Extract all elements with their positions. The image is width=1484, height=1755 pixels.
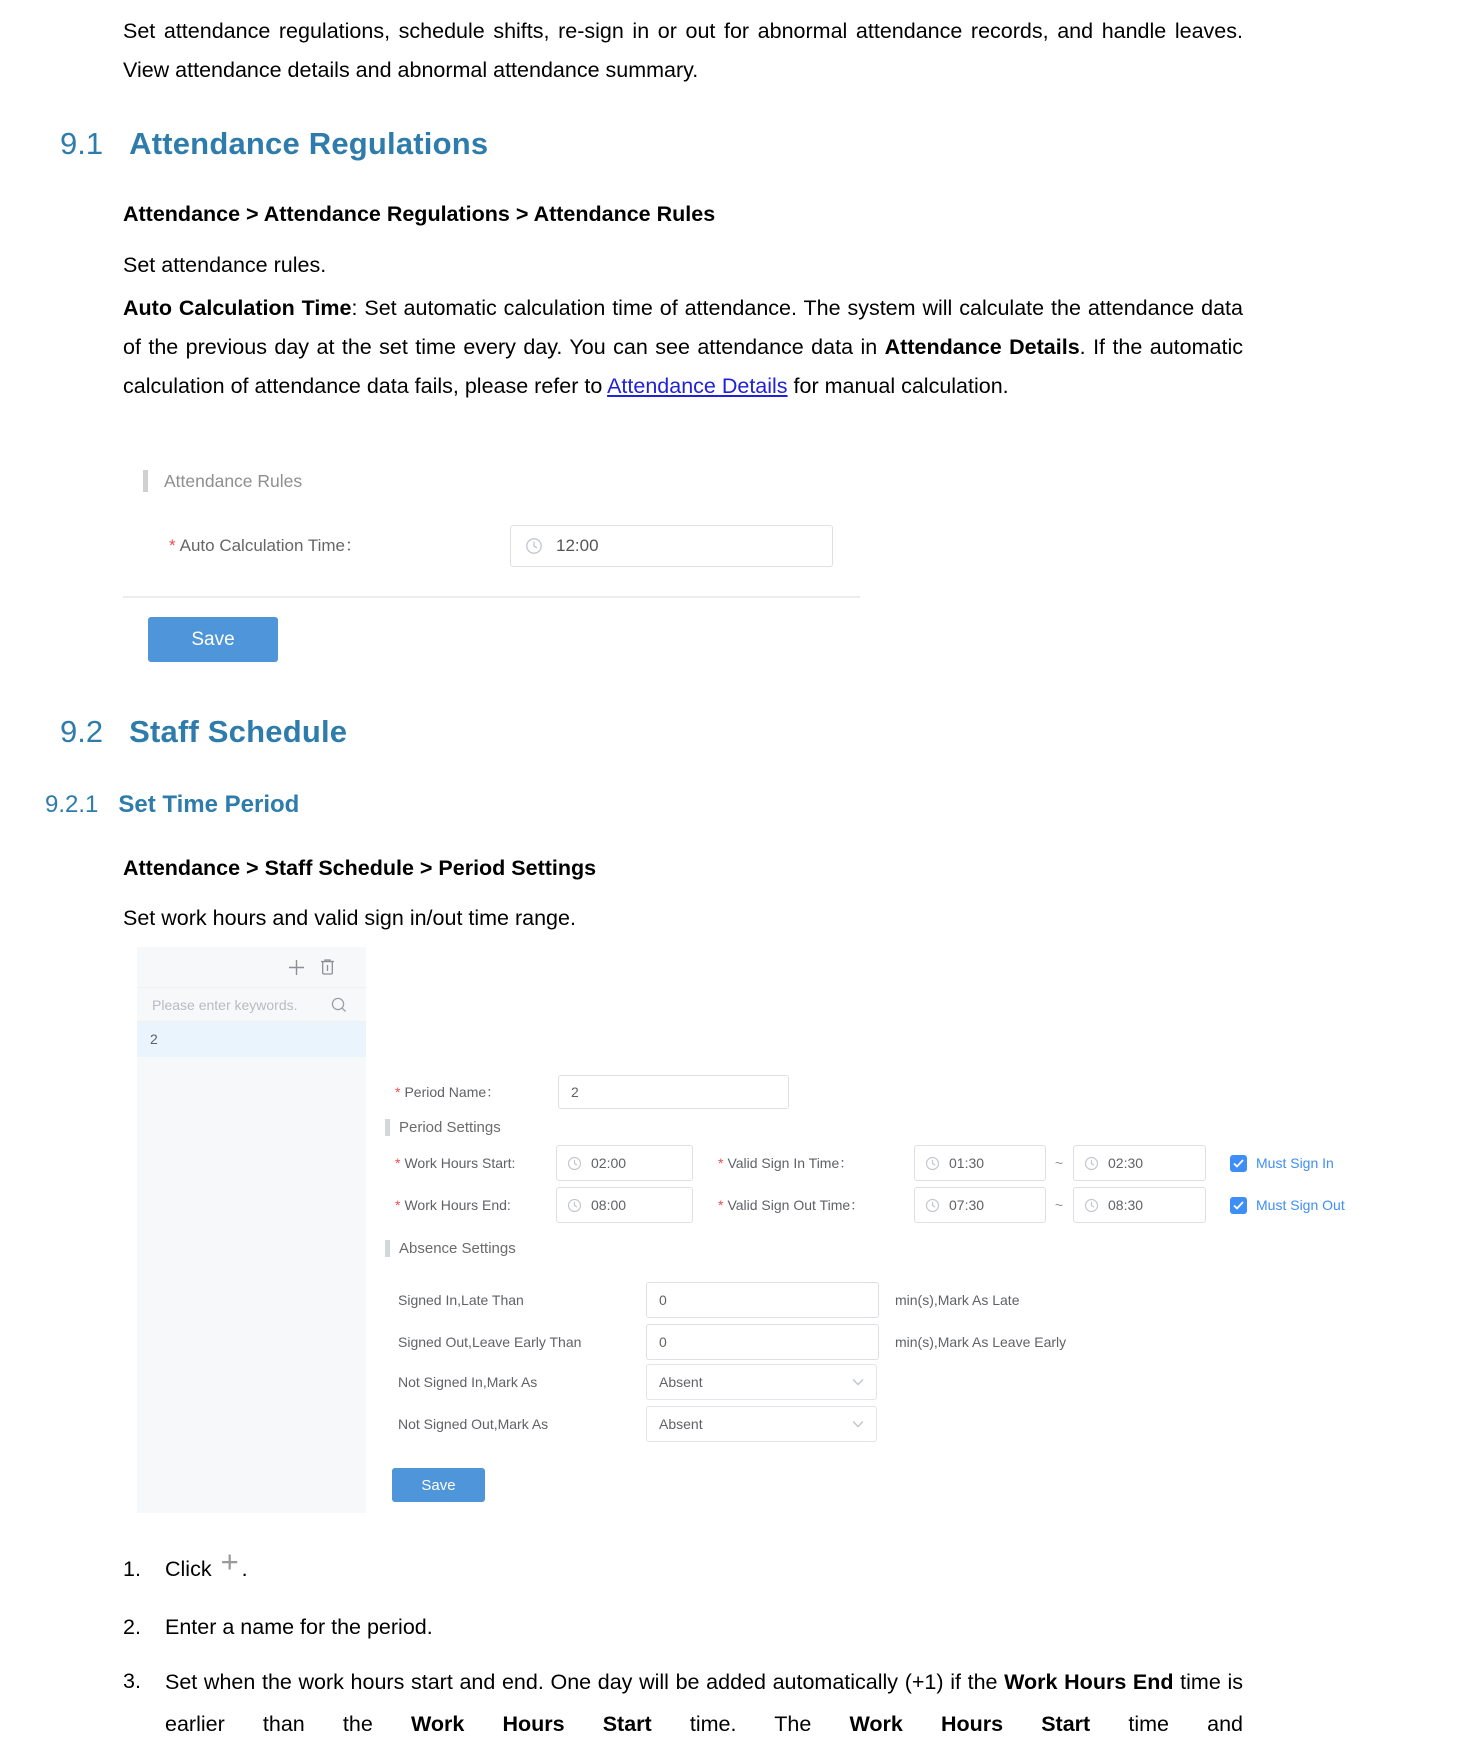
- step-item: [123, 1607, 1243, 1647]
- section-9-1-heading: [60, 126, 488, 162]
- not-signed-out-select[interactable]: Absent: [646, 1406, 877, 1442]
- lead-text: Set work hours and valid sign in/out time range.: [123, 906, 576, 930]
- section-title: Set Time Period: [118, 791, 300, 818]
- text-segment: Click: [165, 1557, 218, 1581]
- must-sign-out-label: Must Sign Out: [1256, 1197, 1345, 1213]
- text-segment: Enter a name for the period.: [165, 1615, 433, 1639]
- text-segment: time. The: [651, 1712, 850, 1736]
- leave-early-label: Signed Out,Leave Early Than: [398, 1334, 582, 1350]
- work-hours-end-label: * Work Hours End:: [395, 1197, 511, 1213]
- text-segment: Work Hours End: [1004, 1670, 1174, 1694]
- clock-icon: [567, 1156, 582, 1171]
- step-number: 1.: [123, 1557, 141, 1581]
- not-signed-out-label: Not Signed Out,Mark As: [398, 1416, 549, 1432]
- section-bar: [143, 470, 148, 492]
- add-period-icon[interactable]: [287, 958, 306, 977]
- valid-sign-out-from-input[interactable]: 07:30: [914, 1187, 1046, 1223]
- section-number: 9.2.1: [45, 791, 99, 818]
- section-bar: [385, 1240, 390, 1257]
- period-list-sidebar: [137, 947, 366, 1513]
- section-9-2-heading: [60, 714, 347, 750]
- sidebar-toolbar: [137, 947, 366, 988]
- step-number: 2.: [123, 1615, 141, 1639]
- work-hours-start-input[interactable]: 02:00: [556, 1145, 693, 1181]
- clock-icon: [1084, 1156, 1099, 1171]
- late-than-input[interactable]: 0: [646, 1282, 879, 1318]
- range-tilde: ~: [1054, 1197, 1064, 1213]
- clock-icon: [925, 1156, 940, 1171]
- not-signed-in-label: Not Signed In,Mark As: [398, 1374, 538, 1390]
- text-segment: .: [241, 1557, 248, 1581]
- leave-early-suffix: min(s),Mark As Leave Early: [895, 1334, 1067, 1350]
- search-icon[interactable]: [330, 996, 348, 1014]
- text-segment: Work Hours Start: [410, 1712, 652, 1736]
- range-tilde: ~: [1054, 1155, 1064, 1171]
- absence-settings-header: Absence Settings: [385, 1239, 516, 1257]
- clock-icon: [1084, 1198, 1099, 1213]
- period-list-item-selected[interactable]: 2: [137, 1022, 366, 1057]
- section-title: Attendance Regulations: [129, 126, 489, 161]
- must-sign-in-label: Must Sign In: [1256, 1155, 1334, 1171]
- work-hours-start-label: * Work Hours Start:: [395, 1155, 516, 1171]
- must-sign-in-checkbox[interactable]: [1230, 1155, 1247, 1172]
- auto-calc-time-label: * Auto Calculation Time：: [169, 536, 362, 555]
- divider: [123, 596, 860, 598]
- text-segment: Work Hours Start: [849, 1712, 1091, 1736]
- plus-icon: +: [220, 1544, 239, 1579]
- attendance-details-link[interactable]: Attendance Details: [607, 374, 788, 398]
- valid-sign-out-to-input[interactable]: 08:30: [1073, 1187, 1206, 1223]
- auto-calculation-paragraph: [123, 289, 1243, 406]
- must-sign-out-checkbox[interactable]: [1230, 1197, 1247, 1214]
- step-item: [123, 1661, 1243, 1745]
- auto-calc-time-input[interactable]: [510, 525, 833, 567]
- text-segment: : Set automatic calculation time of attendance. The system will calculate the attendance data of the previous day at the set time every day. You can see attendance data in: [123, 296, 1243, 359]
- text-segment: time is earlier than the: [165, 1670, 1243, 1736]
- check-icon: [1233, 1201, 1244, 1210]
- chevron-down-icon: [852, 1420, 864, 1428]
- intro-paragraph: Set attendance regulations, schedule shifts, re-sign in or out for abnormal attendance records, and handle leaves. View attendance details and abnormal attendance summary.: [123, 19, 1243, 82]
- check-icon: [1233, 1159, 1244, 1168]
- not-signed-in-select[interactable]: Absent: [646, 1364, 877, 1400]
- section-bar: [385, 1119, 390, 1136]
- step-text: [165, 1661, 1243, 1745]
- clock-icon: [925, 1198, 940, 1213]
- form-section-title: Attendance Rules: [164, 470, 303, 491]
- save-button[interactable]: Save: [148, 617, 278, 662]
- text-segment: for manual calculation.: [787, 374, 1009, 398]
- screenshot-period-settings: [137, 947, 1365, 1515]
- lead-text: Set attendance rules.: [123, 253, 327, 277]
- clock-icon: [567, 1198, 582, 1213]
- text-segment: . If the automatic calculation of attendance data fails, please refer to: [123, 335, 1243, 398]
- section-number: 9.1: [60, 126, 104, 161]
- section-number: 9.2: [60, 714, 104, 749]
- required-asterisk: *: [169, 536, 176, 555]
- save-button[interactable]: Save: [392, 1468, 485, 1502]
- step-item: [123, 1544, 1243, 1589]
- valid-sign-in-from-input[interactable]: 01:30: [914, 1145, 1046, 1181]
- step-number: 3.: [123, 1669, 141, 1693]
- text-segment: Set when the work hours start and end. One day will be added automatically (+1) if the: [165, 1670, 1005, 1694]
- time-value: 12:00: [556, 536, 599, 555]
- section-title: Staff Schedule: [129, 714, 348, 749]
- step-text: [165, 1544, 1243, 1589]
- text-segment: time and: [1090, 1712, 1244, 1736]
- breadcrumb: Attendance > Attendance Regulations > Attendance Rules: [123, 202, 716, 226]
- valid-sign-in-label: * Valid Sign In Time：: [718, 1155, 854, 1171]
- valid-sign-in-to-input[interactable]: 02:30: [1073, 1145, 1206, 1181]
- instruction-steps: [123, 1544, 1244, 1745]
- search-box[interactable]: [137, 988, 366, 1022]
- screenshot-attendance-rules: [123, 462, 860, 668]
- step-text: [165, 1607, 1243, 1647]
- period-name-input[interactable]: 2: [558, 1075, 789, 1109]
- late-than-label: Signed In,Late Than: [398, 1292, 524, 1308]
- valid-sign-out-label: * Valid Sign Out Time：: [718, 1197, 865, 1213]
- section-9-2-1-heading: [45, 791, 299, 819]
- delete-period-icon[interactable]: [318, 957, 337, 977]
- text-segment: Auto Calculation Time: [123, 296, 352, 320]
- leave-early-input[interactable]: 0: [646, 1324, 879, 1360]
- text-segment: Attendance Details: [884, 335, 1080, 359]
- chevron-down-icon: [852, 1378, 864, 1386]
- form-section-header: [143, 470, 302, 492]
- search-placeholder: Please enter keywords.: [152, 997, 298, 1013]
- breadcrumb: Attendance > Staff Schedule > Period Settings: [123, 856, 597, 880]
- period-settings-header: Period Settings: [385, 1118, 501, 1136]
- clock-icon: [525, 537, 543, 555]
- period-name-label: * Period Name：: [395, 1084, 501, 1100]
- work-hours-end-input[interactable]: 08:00: [556, 1187, 693, 1223]
- late-suffix: min(s),Mark As Late: [895, 1292, 1020, 1308]
